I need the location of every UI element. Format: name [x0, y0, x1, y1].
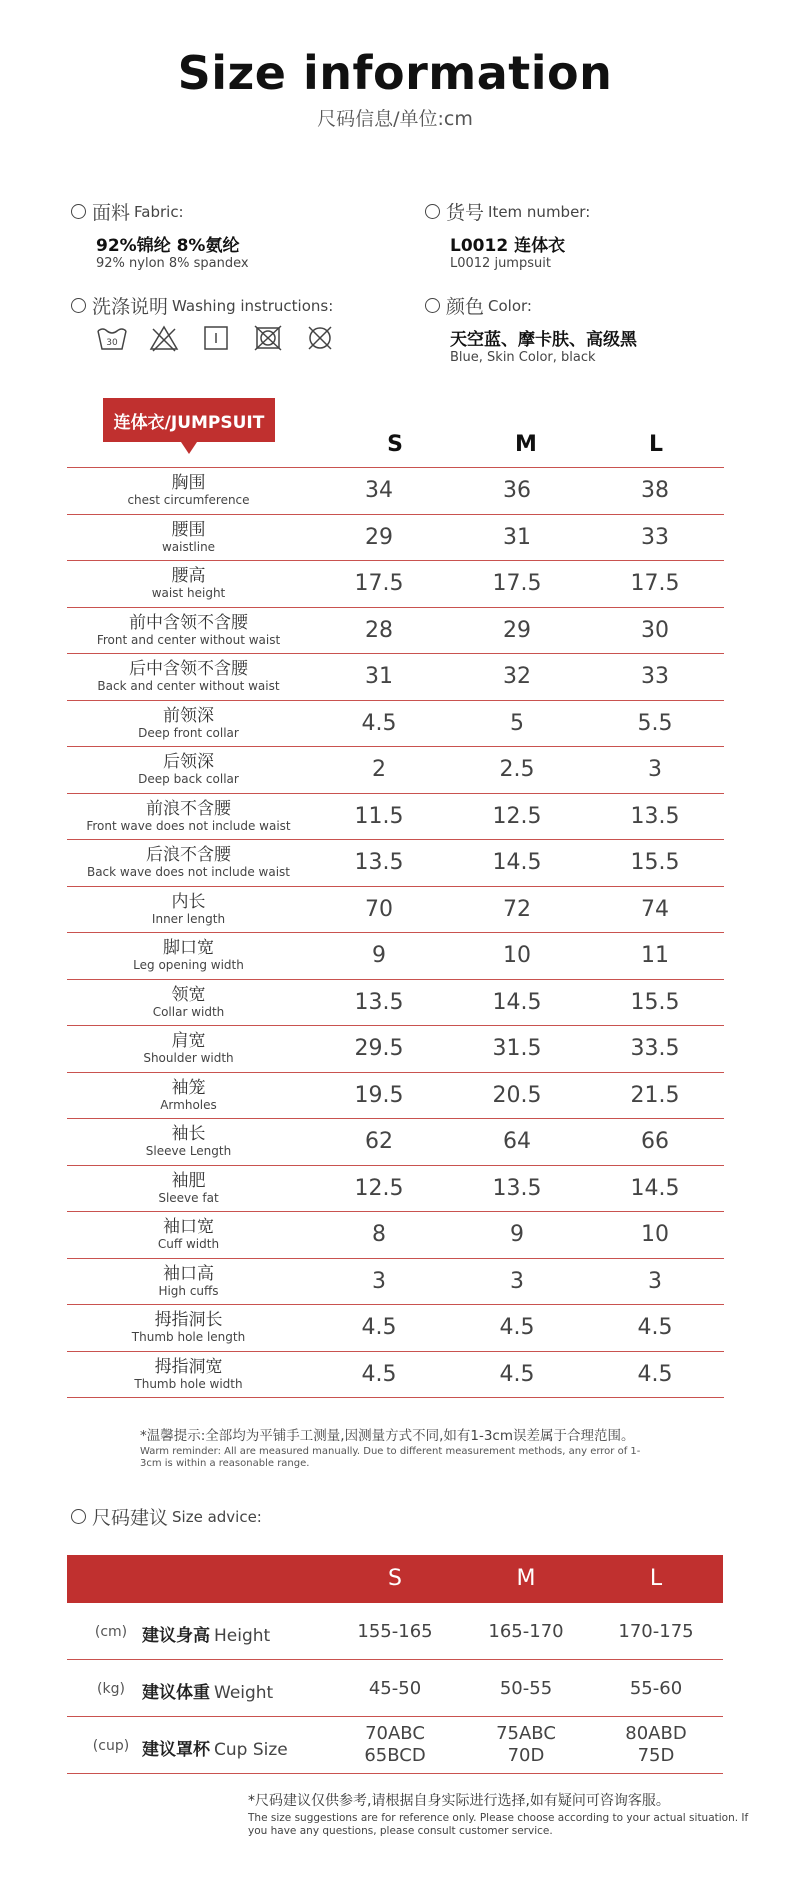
advice-value: 70ABC 65BCD: [364, 1723, 426, 1766]
advice-value: 55-60: [629, 1678, 683, 1699]
size-value: 4.5: [586, 1305, 724, 1352]
measurement-label: [67, 979, 310, 1026]
size-value: 17.5: [586, 561, 724, 608]
advice-name: 建议罩杯 Cup Size: [142, 1740, 288, 1760]
measurement-label: [67, 561, 310, 608]
measurement-name-cn: 内长: [171, 891, 206, 912]
fabric-label: 面料: [92, 202, 131, 224]
size-value: 2: [310, 747, 448, 794]
size-value: 13.5: [310, 840, 448, 887]
size-value: 38: [586, 468, 724, 515]
size-value: 30: [586, 607, 724, 654]
advice-value: 155-165: [357, 1621, 433, 1642]
table-row: [67, 514, 724, 561]
measurement-name-cn: 后浪不含腰: [146, 845, 231, 866]
measurement-name-en: Leg opening width: [133, 958, 244, 973]
bullet-circle-icon: [425, 204, 440, 219]
bullet-circle-icon: [71, 204, 86, 219]
size-value: 14.5: [448, 840, 586, 887]
measurement-name-en: High cuffs: [158, 1283, 219, 1298]
measurement-name-en: Deep front collar: [138, 725, 239, 740]
table-row: [67, 1351, 724, 1398]
measurement-name-en: Back wave does not include waist: [86, 865, 291, 880]
unit-label: (kg): [97, 1681, 125, 1697]
size-value: 12.5: [448, 793, 586, 840]
table-row: [67, 793, 724, 840]
table-row: [67, 700, 724, 747]
wash-30-icon: [95, 323, 129, 353]
measurement-name-cn: 脚口宽: [163, 938, 214, 959]
tag-pointer: [181, 442, 197, 454]
size-value: 4.5: [310, 700, 448, 747]
size-value: 3: [586, 747, 724, 794]
page-subtitle: 尺码信息/单位:cm: [317, 108, 473, 130]
table-row: [67, 933, 724, 980]
size-value: 13.5: [586, 793, 724, 840]
measurement-name-cn: 胸围: [171, 473, 206, 494]
size-value: 28: [310, 607, 448, 654]
size-value: 19.5: [310, 1072, 448, 1119]
size-value: 17.5: [310, 561, 448, 608]
table-row: [67, 607, 724, 654]
measurement-label: [67, 607, 310, 654]
color-value-en: Blue, Skin Color, black: [450, 350, 596, 365]
size-value: 13.5: [310, 979, 448, 1026]
advice-row-height: [67, 1603, 723, 1660]
advice-name: 建议身高 Height: [142, 1626, 271, 1646]
measurement-label: [67, 886, 310, 933]
measurement-name-en: Thumb hole length: [131, 1330, 246, 1345]
measurement-name-cn: 后领深: [163, 752, 214, 773]
measurement-name-cn: 前中含领不含腰: [129, 612, 248, 633]
size-value: 15.5: [586, 840, 724, 887]
measurement-label: [67, 1305, 310, 1352]
reminder-cn: *温馨提示:全部均为平铺手工测量,因测量方式不同,如有1-3cm误差属于合理范围。: [140, 1428, 635, 1444]
size-value: 31: [310, 654, 448, 701]
size-value: 12.5: [310, 1165, 448, 1212]
size-value: 10: [586, 1212, 724, 1259]
measurement-name-en: Thumb hole width: [134, 1376, 243, 1391]
size-value: 3: [310, 1258, 448, 1305]
measurement-name-cn: 腰围: [171, 519, 206, 540]
table-row: [67, 468, 724, 515]
washing-info: [71, 292, 333, 319]
measurement-name-en: Front wave does not include waist: [86, 818, 291, 833]
size-table: [67, 467, 724, 1398]
washing-icons: [95, 323, 337, 353]
item-label-en: Item number:: [488, 202, 591, 221]
size-value: 17.5: [448, 561, 586, 608]
table-row: [67, 654, 724, 701]
size-value: 4.5: [586, 1351, 724, 1398]
measurement-name-cn: 袖肥: [171, 1170, 206, 1191]
table-row: [67, 979, 724, 1026]
advice-size-l: L: [649, 1566, 663, 1591]
item-info: [425, 198, 590, 271]
size-value: 34: [310, 468, 448, 515]
size-value: 36: [448, 468, 586, 515]
measurement-name-cn: 肩宽: [171, 1031, 206, 1052]
wash-temp: 30: [106, 338, 118, 348]
size-header-l: L: [648, 432, 664, 457]
measurement-name-en: Back and center without waist: [97, 679, 280, 694]
size-value: 29: [448, 607, 586, 654]
washing-label-en: Washing instructions:: [172, 296, 334, 315]
size-value: 5: [448, 700, 586, 747]
measurement-name-cn: 袖口宽: [163, 1217, 214, 1238]
measurement-label: [67, 654, 310, 701]
measurement-label: [67, 1026, 310, 1073]
measurement-name-cn: 前领深: [163, 705, 214, 726]
advice-row-weight: [67, 1660, 723, 1717]
size-value: 62: [310, 1119, 448, 1166]
measurement-name-en: Inner length: [151, 911, 226, 926]
bullet-circle-icon: [71, 298, 86, 313]
color-value: 天空蓝、摩卡肤、高级黑: [450, 330, 637, 350]
measurement-label: [67, 840, 310, 887]
unit-label: (cm): [94, 1624, 128, 1640]
size-header-s: S: [387, 432, 403, 457]
unit-label: (cup): [92, 1738, 130, 1754]
table-row: [67, 1026, 724, 1073]
advice-value: 170-175: [618, 1621, 694, 1642]
advice-size-m: M: [516, 1566, 536, 1591]
measurement-name-cn: 后中含领不含腰: [129, 659, 248, 680]
table-row: [67, 1258, 724, 1305]
measurement-label: [67, 933, 310, 980]
fabric-value: 92%锦纶 8%氨纶: [96, 236, 240, 256]
size-value: 20.5: [448, 1072, 586, 1119]
advice-label: 尺码建议: [92, 1507, 169, 1529]
advice-value: 50-55: [499, 1678, 553, 1699]
size-advice-heading: [71, 1503, 262, 1530]
size-value: 2.5: [448, 747, 586, 794]
measurement-name-cn: 拇指洞宽: [154, 1356, 223, 1377]
advice-value: 45-50: [368, 1678, 422, 1699]
size-value: 4.5: [310, 1305, 448, 1352]
size-value: 14.5: [448, 979, 586, 1026]
size-value: 33.5: [586, 1026, 724, 1073]
advice-row-cup: [67, 1717, 723, 1774]
measurement-name-cn: 领宽: [171, 984, 206, 1005]
measurement-label: [67, 1165, 310, 1212]
category-tag: 连体衣/JUMPSUIT: [103, 398, 275, 442]
page-title: Size information: [177, 46, 613, 100]
advice-label-en: Size advice:: [172, 1507, 262, 1526]
table-row: [67, 1165, 724, 1212]
size-value: 29.5: [310, 1026, 448, 1073]
size-header-m: M: [515, 432, 537, 457]
size-value: 31.5: [448, 1026, 586, 1073]
fabric-label-en: Fabric:: [134, 202, 184, 221]
measurement-name-en: Cuff width: [157, 1237, 220, 1252]
size-value: 8: [310, 1212, 448, 1259]
size-value: 11: [586, 933, 724, 980]
measurement-label: [67, 747, 310, 794]
measurement-name-en: Sleeve fat: [158, 1190, 219, 1205]
measurement-name-en: waistline: [161, 539, 216, 554]
measurement-label: [67, 1351, 310, 1398]
size-value: 70: [310, 886, 448, 933]
measurement-name-cn: 腰高: [171, 566, 206, 587]
warm-reminder: [140, 1424, 740, 1470]
measurement-label: [67, 793, 310, 840]
table-row: [67, 1305, 724, 1352]
measurement-name-cn: 前浪不含腰: [146, 798, 231, 819]
no-dry-clean-icon: [303, 323, 337, 353]
item-value-en: L0012 jumpsuit: [450, 256, 551, 271]
size-value: 15.5: [586, 979, 724, 1026]
table-row: [67, 1072, 724, 1119]
measurement-name-cn: 袖长: [171, 1124, 206, 1145]
size-value: 74: [586, 886, 724, 933]
item-label: 货号: [446, 202, 485, 224]
measurement-name-cn: 袖笼: [171, 1077, 206, 1098]
measurement-label: [67, 1072, 310, 1119]
table-row: [67, 561, 724, 608]
advice-name: 建议体重 Weight: [142, 1683, 274, 1703]
advice-value: 80ABD 75D: [625, 1723, 687, 1766]
footnote-en: The size suggestions are for reference only. Please choose according to your actual situation. If you have any questions, please consult customer service.: [248, 1812, 749, 1837]
washing-label: 洗涤说明: [92, 296, 169, 318]
measurement-name-en: waist height: [151, 586, 226, 601]
footnote-cn: *尺码建议仅供参考,请根据自身实际进行选择,如有疑问可咨询客服。: [248, 1793, 670, 1809]
measurement-name-en: Armholes: [160, 1097, 217, 1112]
advice-value: 75ABC 70D: [496, 1723, 556, 1766]
size-value: 5.5: [586, 700, 724, 747]
size-value: 9: [310, 933, 448, 980]
measurement-label: [67, 1212, 310, 1259]
size-value: 13.5: [448, 1165, 586, 1212]
bullet-circle-icon: [71, 1509, 86, 1524]
advice-value: 165-170: [488, 1621, 564, 1642]
size-value: 4.5: [310, 1351, 448, 1398]
size-value: 32: [448, 654, 586, 701]
footnote: [248, 1790, 768, 1838]
measurement-label: [67, 700, 310, 747]
measurement-label: [67, 1119, 310, 1166]
size-value: 14.5: [586, 1165, 724, 1212]
reminder-en: Warm reminder: All are measured manually. Due to different measurement methods, any error of 1-3cm is within a reasonable range.: [140, 1446, 641, 1469]
fabric-info: [71, 198, 249, 271]
size-value: 29: [310, 514, 448, 561]
item-value: L0012 连体衣: [450, 236, 566, 256]
size-value: 64: [448, 1119, 586, 1166]
measurement-name-cn: 拇指洞长: [154, 1310, 223, 1331]
table-row: [67, 747, 724, 794]
color-label: 颜色: [446, 296, 485, 318]
size-value: 9: [448, 1212, 586, 1259]
size-value: 21.5: [586, 1072, 724, 1119]
hang-dry-icon: [199, 323, 233, 353]
table-row: [67, 886, 724, 933]
measurement-name-en: Shoulder width: [143, 1051, 234, 1066]
table-row: [67, 840, 724, 887]
size-value: 4.5: [448, 1305, 586, 1352]
measurement-name-cn: 袖口高: [163, 1263, 214, 1284]
measurement-label: [67, 514, 310, 561]
advice-size-s: S: [388, 1566, 402, 1591]
size-value: 4.5: [448, 1351, 586, 1398]
measurement-name-en: Deep back collar: [138, 772, 239, 787]
table-row: [67, 1119, 724, 1166]
measurement-label: [67, 1258, 310, 1305]
measurement-name-en: Sleeve Length: [145, 1144, 232, 1159]
table-row: [67, 1212, 724, 1259]
color-info: [425, 292, 637, 365]
size-value: 3: [448, 1258, 586, 1305]
measurement-name-en: Collar width: [152, 1004, 225, 1019]
size-value: 3: [586, 1258, 724, 1305]
size-value: 72: [448, 886, 586, 933]
size-value: 11.5: [310, 793, 448, 840]
size-value: 10: [448, 933, 586, 980]
size-value: 66: [586, 1119, 724, 1166]
no-bleach-icon: [147, 323, 181, 353]
measurement-label: [67, 468, 310, 515]
measurement-name-en: chest circumference: [127, 493, 250, 508]
fabric-value-en: 92% nylon 8% spandex: [96, 256, 249, 271]
size-value: 31: [448, 514, 586, 561]
bullet-circle-icon: [425, 298, 440, 313]
measurement-name-en: Front and center without waist: [96, 632, 281, 647]
size-value: 33: [586, 654, 724, 701]
color-label-en: Color:: [488, 296, 532, 315]
size-value: 33: [586, 514, 724, 561]
no-tumble-dry-icon: [251, 323, 285, 353]
